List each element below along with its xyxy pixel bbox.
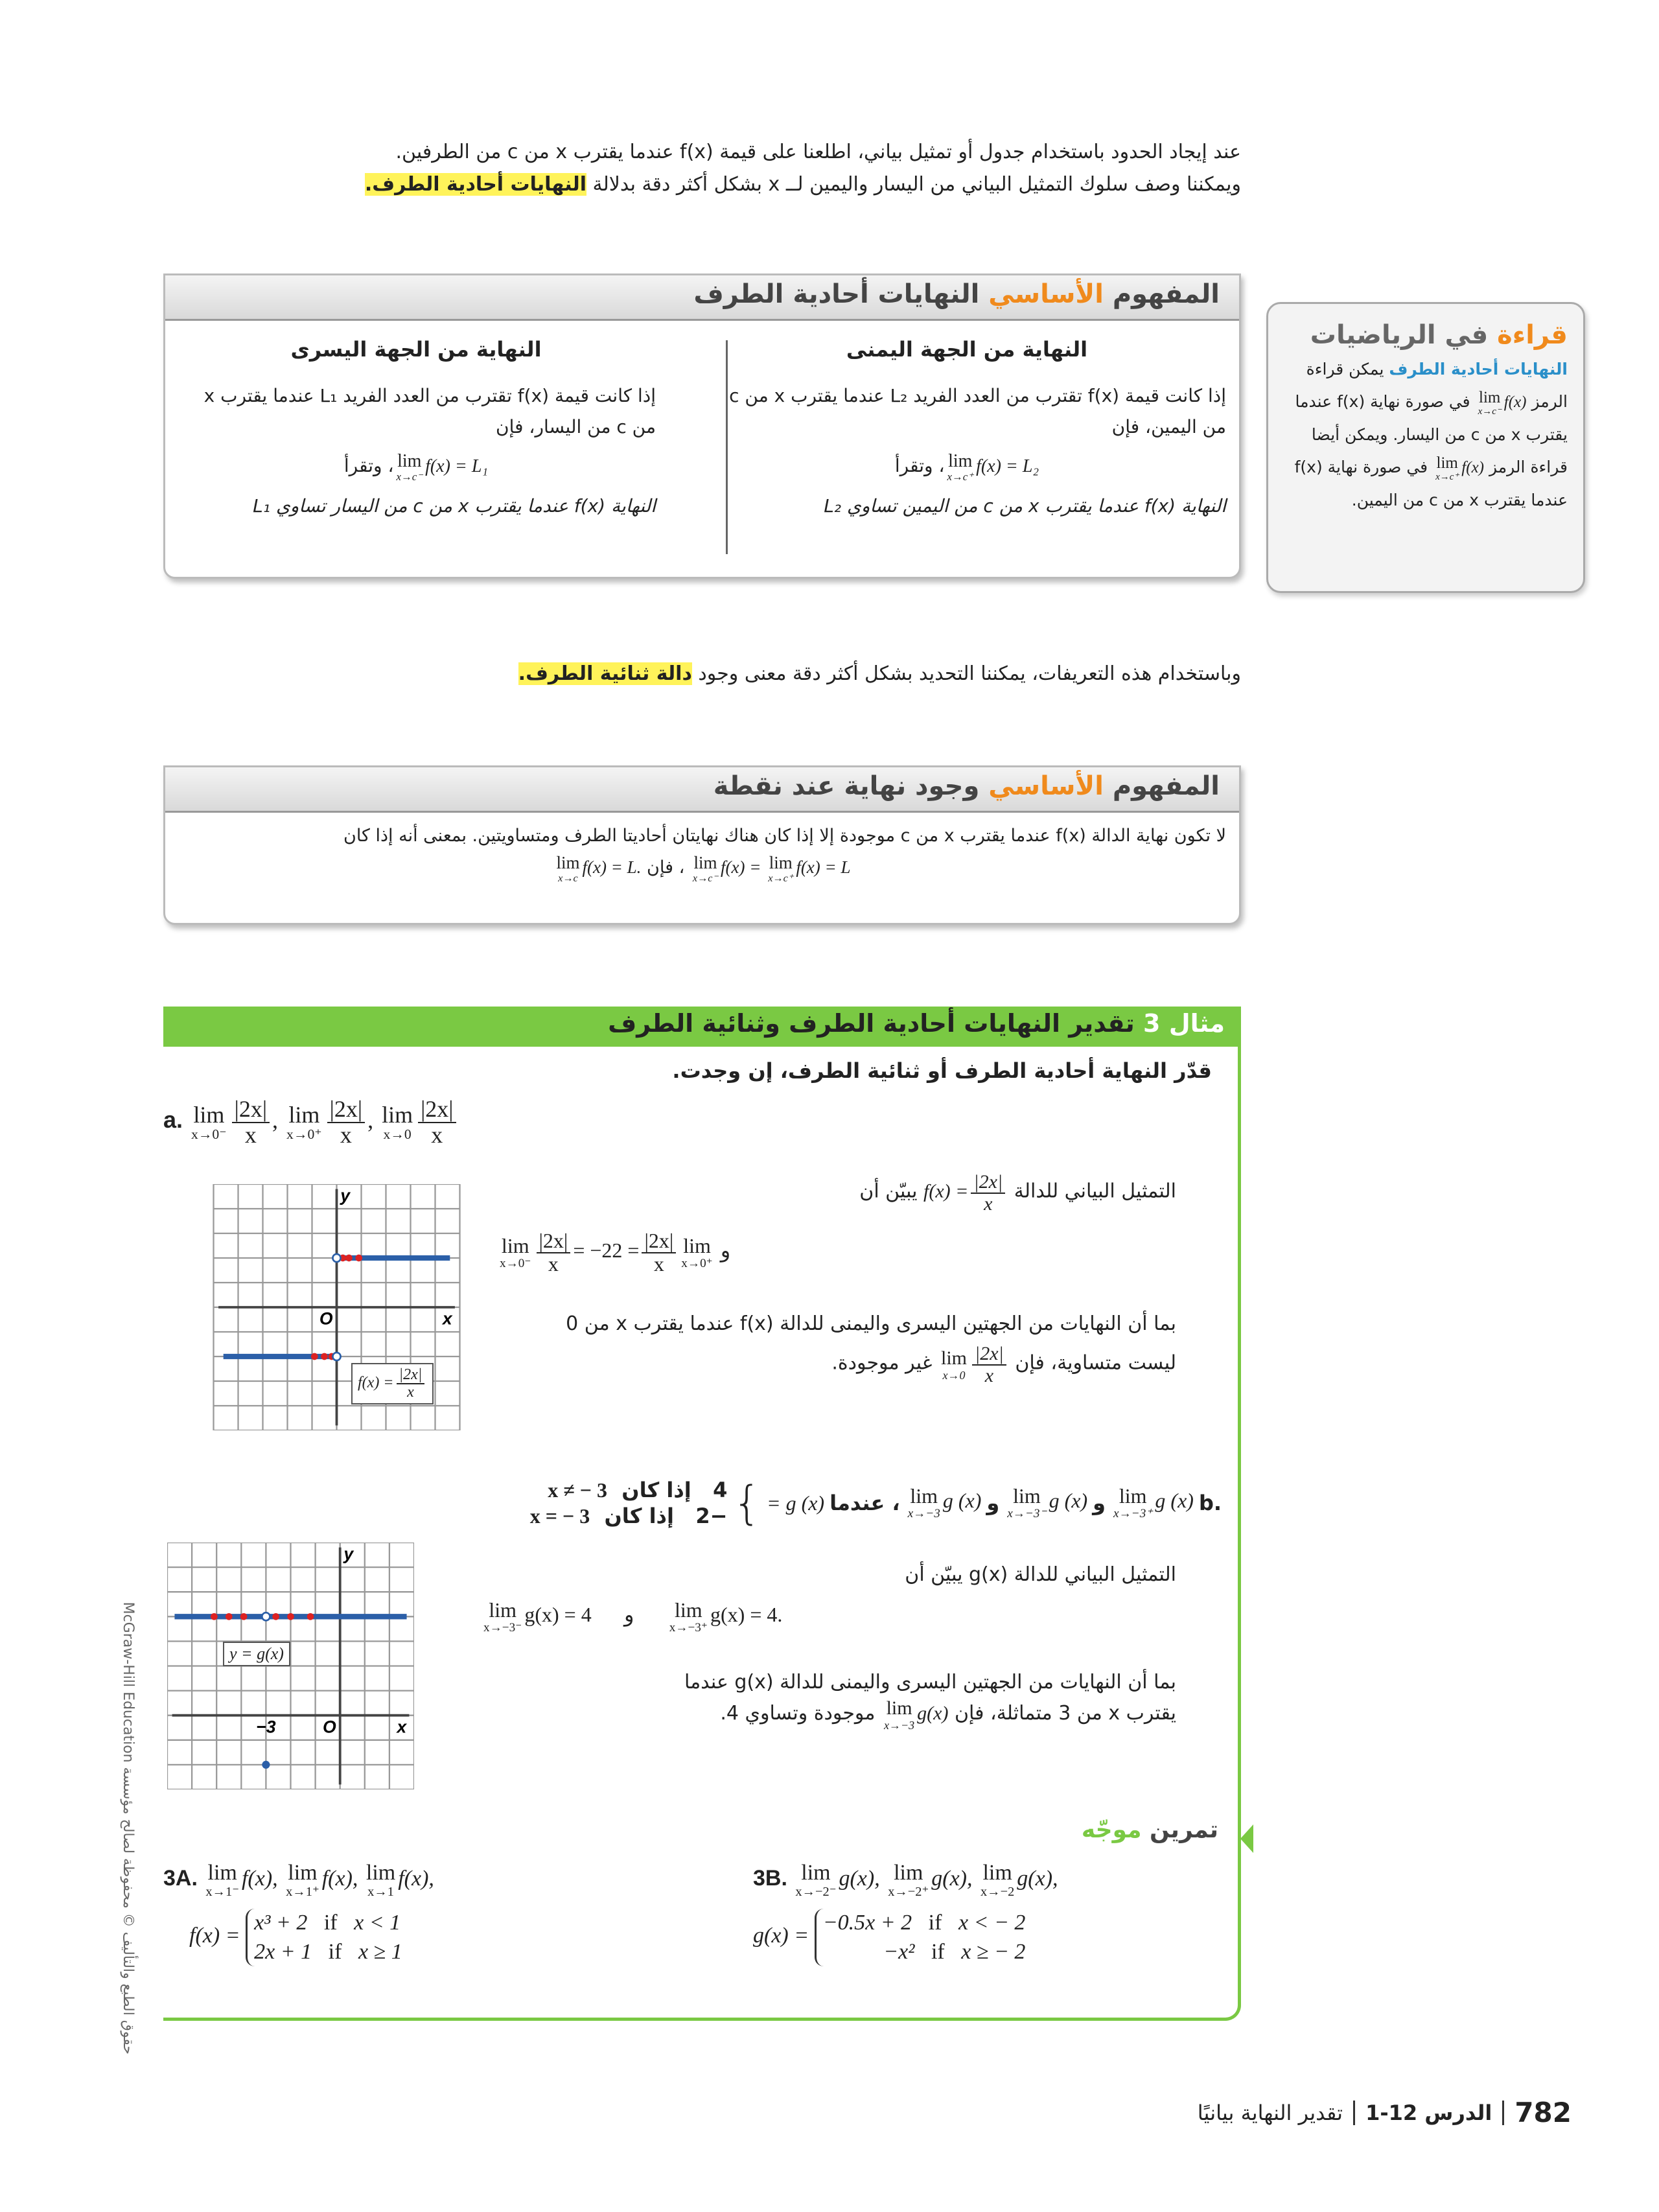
sample-point <box>355 1255 362 1262</box>
reading-in-math-box <box>1266 302 1585 593</box>
intro-paragraph <box>256 136 1241 201</box>
kc2-body <box>165 813 1239 883</box>
side-text-2: في صورة نهاية f(x) عندما يقترب x من c من اليسار. ويمكن أيضا قراءة الرمز <box>1295 392 1568 476</box>
comma: , <box>367 1107 374 1134</box>
lim-sub: x→1⁻ <box>205 1885 239 1899</box>
gx: g (x) <box>942 1489 982 1513</box>
lim: lim <box>382 1102 413 1128</box>
right-limit-formula <box>708 450 1226 483</box>
definition-sentence <box>256 658 1241 690</box>
case-cond: إذا كان <box>604 1504 674 1528</box>
side-title <box>1284 317 1568 353</box>
fx: f(x) = <box>923 1180 969 1202</box>
gx: g (x) <box>1049 1489 1088 1513</box>
exercise-3B <box>753 1862 1058 1966</box>
lim-sub: x→0 <box>942 1368 966 1382</box>
filled-point <box>262 1761 270 1769</box>
part-a-label: a. <box>163 1106 183 1134</box>
fx: f(x), <box>241 1867 278 1891</box>
result-right: g(x) = 4. <box>710 1602 783 1626</box>
t: ليست متساوية، فإن <box>1015 1351 1176 1375</box>
lim-sub: x→c <box>558 872 578 885</box>
lim: lim <box>288 1102 320 1128</box>
intro-line-2 <box>256 169 1241 201</box>
lim: lim <box>948 451 973 472</box>
part-a-text-3 <box>831 1344 1176 1386</box>
lim-sub: x→0⁻ <box>191 1126 227 1142</box>
lim-sub: x→−2⁻ <box>795 1885 837 1899</box>
practice-marker-icon <box>1240 1824 1253 1853</box>
lim-sub: x→1 <box>367 1885 394 1899</box>
numerator: |2x| <box>642 1230 676 1253</box>
fx: f(x), <box>321 1867 358 1891</box>
fx: f(x) <box>1503 393 1527 411</box>
lim: lim <box>940 1347 967 1369</box>
lim: lim <box>397 451 422 472</box>
gx: g(x) <box>917 1703 949 1724</box>
intro-line-1: عند إيجاد الحدود باستخدام جدول أو تمثيل بياني، اطلعنا على قيمة f(x) عندما يقترب x من c من الطرفين. <box>395 141 1241 163</box>
if: if <box>323 1911 338 1935</box>
part-a-limits <box>163 1097 459 1148</box>
expr: 2x + 1 <box>254 1939 312 1964</box>
lim: lim <box>489 1598 516 1622</box>
read-word: ، وتقرأ <box>894 455 945 476</box>
fx: f(x) <box>1461 459 1484 476</box>
lim: lim <box>365 1861 396 1885</box>
exercise-label: 3B. <box>753 1866 787 1891</box>
part-a-results <box>497 1230 730 1275</box>
eq: = <box>749 857 761 877</box>
eq-gx: = g (x) <box>766 1491 825 1515</box>
copyright-text: حقوق الطبع والتأليف © محفوظة لصالح مؤسسة McGraw-Hill Education <box>120 1601 136 2055</box>
lim: lim <box>1119 1484 1147 1508</box>
x-axis-label: x <box>397 1717 407 1737</box>
side-text-3: في صورة نهاية f(x) عندما يقترب x من c من اليمين. <box>1294 458 1568 509</box>
sample-point <box>226 1613 233 1620</box>
sample-point <box>211 1613 218 1620</box>
lim-sub: x→−3⁺ <box>1113 1507 1153 1521</box>
lim: lim <box>207 1861 237 1885</box>
denominator: x <box>340 1121 352 1148</box>
part-a-text-2: بما أن النهايات من الجهتين اليسرى واليمنى للدالة f(x) عندما يقترب x من 0 <box>566 1312 1176 1335</box>
key-concept-header <box>165 275 1239 321</box>
lim: lim <box>683 1233 711 1257</box>
mid-text: وباستخدام هذه التعريفات، يمكننا التحديد بشكل أكثر دقة معنى وجود <box>698 662 1241 685</box>
example-3 <box>163 1007 1241 2021</box>
cond: x ≥ 1 <box>358 1939 402 1964</box>
lim-sub: x→−3⁻ <box>483 1621 522 1635</box>
divider <box>1502 2101 1504 2125</box>
denominator: x <box>431 1121 443 1148</box>
side-text-1: يمكن قراءة الرمز <box>1306 360 1568 411</box>
page-footer <box>1198 2097 1572 2128</box>
origin-label: O <box>323 1717 336 1737</box>
result-left: g(x) = 4 <box>524 1602 592 1626</box>
lim: lim <box>556 853 580 873</box>
t: التمثيل البياني للدالة <box>1014 1180 1176 1203</box>
lim-sub: x→−2⁺ <box>888 1885 929 1899</box>
side-term: النهايات أحادية الطرف <box>1389 360 1568 378</box>
lim-sub: x→−3⁻ <box>1007 1507 1047 1521</box>
sample-point <box>321 1353 328 1360</box>
denominator: x <box>244 1121 257 1148</box>
gx: g(x), <box>931 1867 973 1891</box>
then-word: ، فإن <box>647 857 685 878</box>
key-concept-limit-existence <box>163 765 1241 925</box>
lim-sub: x→1⁺ <box>286 1885 319 1899</box>
case-rel: x ≠ − 3 <box>548 1478 608 1502</box>
lim: lim <box>501 1233 529 1257</box>
kc-word1: المفهوم <box>1112 279 1220 309</box>
numerator: |2x| <box>971 1172 1005 1194</box>
case-val: 4 <box>713 1478 728 1502</box>
lim: lim <box>801 1861 831 1885</box>
case-rel: x = − 3 <box>529 1504 590 1528</box>
piecewise-g <box>530 1477 728 1529</box>
lim-sub: x→0⁻ <box>500 1256 531 1270</box>
part-b-text-2: بما أن النهايات من الجهتين اليسرى واليمنى للدالة g(x) عندما <box>684 1671 1176 1694</box>
part-b-statement: .b lim x→−3⁺ g (x) و lim x→−3⁻ g (x) و lim x→−3 g (x) ، عندما = g (x) } 4 إذا كان x ≠ − 3 −2 إذا كان x = − 3 <box>529 1476 1222 1530</box>
numerator: |2x| <box>418 1097 456 1123</box>
open-circle <box>332 1254 340 1262</box>
result-right: = 2 <box>612 1238 640 1262</box>
example-label: مثال 3 <box>1143 1009 1225 1038</box>
part-b-results <box>481 1600 782 1634</box>
y-axis-label: y <box>343 1544 354 1564</box>
cond: x ≥ − 2 <box>961 1939 1026 1964</box>
fx: f(x), <box>398 1867 434 1891</box>
kc-word2: الأساسي <box>988 771 1104 801</box>
kc-title: وجود نهاية عند نقطة <box>713 771 980 801</box>
t: غير موجودة. <box>831 1351 933 1375</box>
numerator: |2x| <box>972 1344 1006 1366</box>
side-title-1: قراءة <box>1497 320 1568 350</box>
gx: g(x), <box>839 1867 880 1891</box>
intro-text: ويمكننا وصف سلوك التمثيل البياني من اليسار واليمين لــ x بشكل أكثر دقة بدلالة <box>592 173 1241 196</box>
lim: lim <box>675 1598 702 1622</box>
tick-label: −3 <box>256 1717 276 1737</box>
side-title-2: في الرياضيات <box>1310 320 1489 350</box>
part-b-text-3 <box>720 1697 1176 1731</box>
numerator: |2x| <box>232 1097 270 1123</box>
piecewise-g2 <box>753 1909 1058 1966</box>
graph-b-label: y = g(x) <box>223 1642 290 1666</box>
and: و <box>623 1601 634 1627</box>
numerator: |2x| <box>327 1097 365 1123</box>
expr: −x² <box>883 1939 915 1964</box>
numerator: |2x| <box>537 1230 571 1253</box>
kc2-text: لا تكون نهاية الدالة f(x) عندما يقترب x من c موجودة إلا إذا كان هناك نهايتان أحاديتا الطرف ومتساويتين. بمعنى أنه إذا كان <box>343 826 1226 846</box>
expr: f(x) = L₂ <box>976 456 1039 476</box>
lim-sub: x→c⁺ <box>947 471 974 483</box>
kc-word2: الأساسي <box>988 279 1104 309</box>
read-word: ، وتقرأ <box>343 455 394 476</box>
left-limit-note: النهاية f(x) عندما يقترب x من c من اليسار تساوي L₁ <box>253 495 656 517</box>
left-limit-heading: النهاية من الجهة اليسرى <box>290 337 542 362</box>
and: و <box>986 1491 1000 1515</box>
and: و <box>720 1237 731 1263</box>
fx: f(x) <box>721 857 745 877</box>
exercise-label: 3A. <box>163 1866 198 1891</box>
right-limit-text: إذا كانت قيمة f(x) تقترب من العدد الفريد L₂ عندما يقترب x من c من اليمين، فإن <box>729 385 1226 437</box>
gx: g(x), <box>1017 1867 1058 1891</box>
open-circle <box>332 1353 340 1360</box>
example-header <box>163 1007 1238 1047</box>
lim-sub: x→−3 <box>884 1719 915 1732</box>
lim-sub: x→c⁻ <box>396 471 423 483</box>
denominator: x <box>984 1193 993 1215</box>
lim: lim <box>193 1102 225 1128</box>
def: f(x) = <box>189 1924 240 1948</box>
comma: , <box>272 1107 279 1134</box>
left-limit-formula <box>176 450 656 483</box>
lim: lim <box>1013 1484 1041 1508</box>
if: if <box>928 1911 942 1935</box>
part-b-label: .b <box>1198 1491 1222 1515</box>
part-a-text-1 <box>859 1172 1176 1214</box>
highlight-term: النهايات أحادية الطرف. <box>364 173 586 196</box>
case-cond: إذا كان <box>621 1478 691 1502</box>
if: if <box>931 1939 945 1964</box>
expr: f(x) = L. <box>582 857 642 877</box>
when: ، عندما <box>830 1491 900 1515</box>
lim-sub: x→−3 <box>907 1507 940 1521</box>
highlight-term: دالة ثنائية الطرف. <box>518 662 692 685</box>
key-concept-one-sided-limits <box>163 274 1241 579</box>
and: و <box>1093 1491 1106 1515</box>
sample-point <box>240 1613 248 1620</box>
lesson-number: 12-1 <box>1365 2100 1418 2125</box>
lim: lim <box>886 1697 912 1719</box>
def: g(x) = <box>753 1924 809 1948</box>
kc-title: النهايات أحادية الطرف <box>693 279 980 309</box>
kc-word1: المفهوم <box>1112 771 1220 801</box>
t: يبيّن أن <box>859 1180 918 1203</box>
lim-sub: x→0⁺ <box>286 1126 322 1142</box>
right-limit-note: النهاية f(x) عندما يقترب x من c من اليمين تساوي L₂ <box>824 495 1226 517</box>
label-fx: f(x) = <box>358 1374 394 1391</box>
lim-sub: x→−3⁺ <box>669 1621 708 1635</box>
open-circle <box>262 1612 270 1620</box>
fx: f(x) <box>796 857 820 877</box>
lim-sub: x→0 <box>383 1126 412 1142</box>
lim: lim <box>693 853 717 873</box>
graph-a-label <box>351 1363 434 1404</box>
left-limit-column <box>176 334 656 522</box>
lim-sub: x→0⁺ <box>681 1256 713 1270</box>
sample-point <box>307 1613 314 1620</box>
y-axis-label: y <box>340 1185 350 1205</box>
page-number: 782 <box>1514 2097 1572 2128</box>
lim-sub: x→c⁻ <box>1478 406 1502 417</box>
eq: = L <box>824 857 851 877</box>
lim: lim <box>910 1484 938 1508</box>
graph-g <box>167 1543 414 1789</box>
expr: −0.5x + 2 <box>822 1911 912 1935</box>
lim-sub: x→−2 <box>980 1885 1015 1899</box>
if: if <box>328 1939 342 1964</box>
exercise-3A <box>163 1862 434 1966</box>
denominator: x <box>984 1364 994 1386</box>
gp-word1: تمرين <box>1150 1817 1218 1843</box>
key-concept-header <box>165 767 1239 813</box>
t: موجودة وتساوي 4. <box>720 1702 876 1725</box>
gx: g (x) <box>1155 1489 1194 1513</box>
expr: x³ + 2 <box>254 1911 308 1935</box>
lim: lim <box>894 1861 923 1885</box>
example-title: تقدير النهايات أحادية الطرف وثنائية الطرف <box>608 1009 1135 1038</box>
lesson-word: الدرس <box>1424 2100 1492 2125</box>
result-left: = −2 <box>573 1238 612 1262</box>
case-val: −2 <box>695 1504 728 1528</box>
gp-word2: موجّه <box>1081 1817 1142 1843</box>
sample-point <box>311 1353 318 1360</box>
part-b-text-1: التمثيل البياني للدالة g(x) يبيّن أن <box>905 1563 1176 1586</box>
denominator: x <box>407 1384 414 1401</box>
lim: lim <box>982 1861 1012 1885</box>
lim: lim <box>1436 454 1458 472</box>
lesson-topic: تقدير النهاية بيانيًا <box>1197 2100 1343 2125</box>
lim: lim <box>1479 389 1501 407</box>
lim-sub: x→c⁻ <box>692 872 718 885</box>
expr: f(x) = L₁ <box>425 456 489 476</box>
right-limit-heading: النهاية من الجهة اليمنى <box>846 337 1088 362</box>
lim-sub: x→c⁺ <box>1435 472 1459 483</box>
left-limit-text: إذا كانت قيمة f(x) تقترب من العدد الفريد L₁ عندما يقترب x من c من اليسار، فإن <box>203 385 656 437</box>
lim-sub: x→c⁺ <box>768 872 794 885</box>
t: يقترب x من 3 متماثلة، فإن <box>954 1702 1176 1725</box>
lim: lim <box>288 1861 318 1885</box>
denominator: x <box>548 1252 559 1275</box>
denominator: x <box>653 1252 664 1275</box>
lim: lim <box>769 853 793 873</box>
right-limit-column <box>708 334 1226 522</box>
divider <box>1353 2101 1355 2125</box>
sample-point <box>272 1613 279 1620</box>
numerator: |2x| <box>397 1367 425 1384</box>
example-instruction: قدّر النهاية أحادية الطرف أو ثنائية الطرف، إن وجدت. <box>672 1058 1212 1083</box>
sample-point <box>345 1255 353 1262</box>
origin-label: O <box>319 1309 333 1329</box>
guided-practice-heading <box>1082 1817 1218 1843</box>
cond: x < 1 <box>354 1911 401 1935</box>
sample-point <box>287 1613 294 1620</box>
x-axis-label: x <box>442 1309 452 1329</box>
cond: x < − 2 <box>958 1911 1026 1935</box>
piecewise-f <box>189 1909 434 1966</box>
kc2-formula <box>178 852 1226 883</box>
